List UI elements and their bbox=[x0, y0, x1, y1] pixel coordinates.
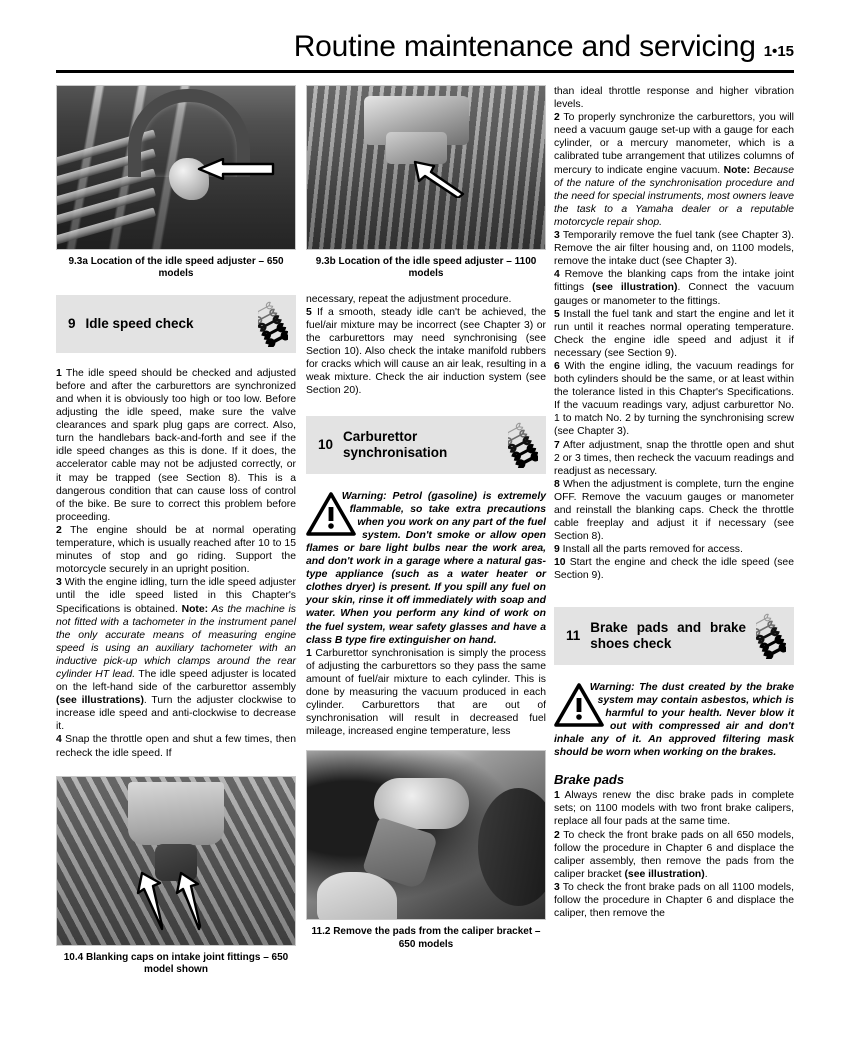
asbestos-warning-label: Warning: bbox=[589, 681, 635, 693]
left-para-2-text: The engine should be at normal operating temperature, which is usually reached after 10 to 15 minutes of stop and go riding. Support the motorcycle securely in an upright position. bbox=[56, 524, 296, 576]
figure-9-3a-caption: 9.3a Location of the idle speed adjuster – 650 models bbox=[68, 256, 284, 280]
figure-9-3a-photo bbox=[56, 85, 296, 250]
callout-arrow-diagonal-icon bbox=[411, 158, 467, 198]
right-para-3-text: Temporarily remove the fuel tank (see Chapter 3). Remove the air filter housing and, on 1100 models, remove the intake duct (see Chapter 3). bbox=[554, 230, 794, 268]
right-para-8-number: 8 bbox=[554, 478, 560, 490]
section-9-header bbox=[56, 295, 296, 353]
right-para-4 bbox=[554, 268, 794, 307]
left-para-2-number: 2 bbox=[56, 524, 62, 536]
page-number: 1•15 bbox=[763, 43, 794, 60]
left-para-3-see-illustrations: (see illustrations) bbox=[56, 695, 144, 707]
section-11-number: 11 bbox=[566, 628, 581, 644]
right-para-10 bbox=[554, 556, 794, 582]
right-para-8 bbox=[554, 478, 794, 543]
right-para-4-text-b: . Connect the vacuum gauges or manometer to the fittings. bbox=[554, 282, 795, 307]
figure-10-4-caption: 10.4 Blanking caps on intake joint fittings – 650 model shown bbox=[63, 951, 289, 976]
left-para-2 bbox=[56, 524, 296, 576]
callout-arrow-icon bbox=[197, 158, 275, 180]
left-column bbox=[56, 85, 296, 976]
section-10-title: Carburettor synchronisation bbox=[343, 428, 448, 460]
left-para-4-number: 4 bbox=[56, 734, 62, 746]
right-para-6-number: 6 bbox=[554, 360, 560, 372]
right-para-10-text: Start the engine and check the idle speed (see Section 9). bbox=[554, 557, 794, 582]
asbestos-warning-text: The dust created by the brake system may contain asbestos, which is harmful to your health. Never blow it out with compressed air and don't inhale any of it. An approved filtering mask should be worn when working on the brakes. bbox=[554, 681, 794, 759]
left-para-4-text: Snap the throttle open and shut a few times, then recheck the idle speed. If bbox=[56, 734, 296, 759]
header-divider bbox=[56, 70, 794, 73]
spanner-stack-icon bbox=[508, 422, 538, 468]
right-para-2-note-label: Note: bbox=[723, 164, 751, 176]
brake-para-1-text: Always renew the disc brake pads in complete sets; on 1100 models with two front brake calipers, replace all four pads at the same time. bbox=[554, 790, 794, 828]
right-para-2-text-a: To properly synchronize the carburettors, you will need a vacuum gauge set-up with a gauge for each cylinder, or a mercury manometer, which is a calibrated tube arrangement that utilizes columns of mercury to indicate engine vacuum. bbox=[554, 112, 794, 176]
left-para-4 bbox=[56, 733, 296, 759]
middle-column bbox=[306, 85, 546, 951]
brake-para-3-number: 3 bbox=[554, 881, 560, 893]
right-para-2-number: 2 bbox=[554, 112, 560, 124]
section-9-number: 9 bbox=[68, 316, 76, 332]
right-para-6-text: With the engine idling, the vacuum readings for both cylinders should be the same, or at least within the tolerance listed in this Chapter's Specifications. If the vacuum readings vary, adjust carburettor No. 1 to match No. 2 by turning the synchronising screw (see Chapter 3). bbox=[554, 360, 794, 438]
section-9-title: Idle speed check bbox=[85, 315, 194, 331]
right-para-5-text: Install the fuel tank and start the engine and let it run until it reaches normal operating temperature. Check the engine idle speed and adjust it if necessary (see Section 9). bbox=[554, 308, 794, 359]
left-para-1 bbox=[56, 367, 296, 524]
left-para-3-note-label: Note: bbox=[181, 603, 209, 615]
right-para-5 bbox=[554, 308, 794, 360]
figure-11-2-caption: 11.2 Remove the pads from the caliper bracket – 650 models bbox=[311, 926, 541, 950]
callout-arrow-right-icon bbox=[173, 869, 205, 933]
mid-para-5 bbox=[306, 306, 546, 398]
right-para-9 bbox=[554, 543, 794, 556]
left-para-3-text-b: The idle speed adjuster is located on the left-hand side of the carburettor assembly bbox=[56, 668, 296, 694]
section-11-header bbox=[554, 607, 794, 665]
right-para-10-number: 10 bbox=[554, 557, 566, 569]
right-para-4-text-a: Remove the blanking caps from the intake joint fittings bbox=[554, 269, 794, 294]
right-para-2-note: Because of the nature of the synchronisation procedure and the need for special instruments, most owners leave the task to a Yamaha dealer or a reputable motorcycle repair shop. bbox=[554, 164, 794, 228]
mid-para-5-text: If a smooth, steady idle can't be achieved, the fuel/air mixture may be incorrect (see Chapter 3) or the carburettors may need synchronising (see Section 10). Also check the intake manifold rubbers for cracks which will cause an air leak, resulting in a weak mixture. Check the air induction system (see Section 20). bbox=[306, 306, 546, 397]
left-para-3-number: 3 bbox=[56, 577, 62, 589]
right-para-9-number: 9 bbox=[554, 544, 560, 556]
brake-pads-subheading: Brake pads bbox=[554, 772, 625, 788]
brake-para-3 bbox=[554, 881, 794, 920]
right-para-8-text: When the adjustment is complete, turn the engine OFF. Remove the vacuum gauges or manometer and reinstall the blanking caps. Check the throttle cable freeplay and adjust it if necessary (see Section 8). bbox=[554, 478, 794, 543]
brake-para-3-text: To check the front brake pads on all 1100 models, follow the procedure in Chapter 6 and displace the caliper, then remove the bbox=[554, 881, 794, 920]
brake-para-2-number: 2 bbox=[554, 829, 560, 841]
spanner-stack-icon bbox=[756, 613, 786, 659]
left-para-1-number: 1 bbox=[56, 367, 62, 379]
right-para-4-see-illustration: (see illustration) bbox=[592, 282, 678, 294]
petrol-warning-text: Petrol (gasoline) is extremely flammable, so take extra precautions when you work on any part of the fuel system. Don't smoke or allow open flames or bare light bulbs near the work area, and don't work in a garage where a natural gas-type appliance (such as a water heater or clothes dryer) is present. If you spill any fuel on your skin, rinse it off immediately with soap and water. When you perform any kind of work on the fuel system, wear safety glasses and have a class B type fire extinguisher on hand. bbox=[306, 490, 546, 646]
left-para-3-note: As the machine is not fitted with a tachometer in the instrument panel the only accurate means of measuring engine speed is using an auxiliary tachometer with an inductive pick-up which clamps around the rear cylinder HT lead. bbox=[56, 603, 297, 680]
spanner-stack-icon bbox=[258, 301, 288, 347]
right-para-9-text: Install all the parts removed for access. bbox=[559, 544, 743, 556]
figure-11-2-photo bbox=[306, 750, 546, 920]
brake-para-2 bbox=[554, 829, 794, 881]
petrol-warning bbox=[306, 490, 546, 647]
mid-para-4-continued: necessary, repeat the adjustment procedure. bbox=[306, 293, 512, 305]
right-para-7-number: 7 bbox=[554, 439, 560, 451]
brake-para-2-see-illustration: (see illustration) bbox=[624, 868, 705, 880]
right-para-3 bbox=[554, 229, 794, 268]
mid-para-5-number: 5 bbox=[306, 306, 312, 318]
mid-para-1-text: Carburettor synchronisation is simply the process of adjusting the carburettors so they pass the same amount of fuel/air mixture to each cylinder. This is done by measuring the vacuum produced in each cylinder. Carburettors that are out of synchronisation will result in decreased fuel mileage, increased engine temperature, less bbox=[306, 647, 546, 738]
left-para-1-text: The idle speed should be checked and adjusted before and after the carburettors are synchronized and when it is obviously too high or too low. Before adjusting the idle speed, make sure the valve clearances and spark plug gaps are correct. Also, turn the handlebars back-and-forth and see if the idle speed changes as this is done. If it does, the accelerator cable may not be adjusted correctly, or it may be trapped (see Section 8). This is a dangerous condition that can cause loss of control of the bike. Be sure to correct this problem before proceeding. bbox=[56, 367, 296, 523]
brake-para-1 bbox=[554, 789, 794, 828]
left-para-3-text-a: With the engine idling, turn the idle speed adjuster until the idle speed listed in this Chapter's Specifications is obtained. bbox=[56, 577, 296, 615]
left-para-3 bbox=[56, 576, 296, 733]
left-para-3-text-c: . Turn the adjuster clockwise to increase idle speed and anti-clockwise to decrease it. bbox=[56, 695, 296, 733]
brake-para-2-text-a: To check the front brake pads on all 650 models, follow the procedure in Chapter 6 and displace the caliper assembly, then remove the pads from the caliper bracket bbox=[554, 829, 794, 880]
page-header bbox=[56, 30, 794, 64]
page-title: Routine maintenance and servicing bbox=[293, 30, 756, 63]
callout-arrow-left-icon bbox=[135, 869, 165, 933]
brake-para-2-text-b: . bbox=[704, 868, 708, 880]
figure-9-3b-photo bbox=[306, 85, 546, 250]
section-10-header bbox=[306, 416, 546, 474]
right-para-6 bbox=[554, 360, 794, 439]
right-para-4-number: 4 bbox=[554, 269, 560, 281]
mid-para-1 bbox=[306, 647, 546, 739]
right-para-5-number: 5 bbox=[554, 308, 560, 320]
right-column bbox=[554, 85, 794, 920]
right-para-7 bbox=[554, 439, 794, 478]
mid-para-1-number: 1 bbox=[306, 647, 312, 659]
section-10-number: 10 bbox=[318, 437, 334, 453]
right-para-7-text: After adjustment, snap the throttle open and shut 2 or 3 times, then recheck the vacuum readings and readjust as necessary. bbox=[554, 439, 794, 477]
figure-10-4-photo bbox=[56, 776, 296, 946]
brake-para-1-number: 1 bbox=[554, 790, 560, 802]
figure-9-3b-caption: 9.3b Location of the idle speed adjuster – 1100 models bbox=[315, 256, 537, 280]
right-para-1-continued: than ideal throttle response and higher vibration levels. bbox=[554, 86, 794, 111]
right-para-2 bbox=[554, 111, 794, 229]
asbestos-warning bbox=[554, 681, 794, 760]
right-para-3-number: 3 bbox=[554, 230, 560, 242]
section-11-title: Brake pads and brake shoes check bbox=[590, 619, 746, 651]
petrol-warning-label: Warning: bbox=[341, 490, 387, 502]
